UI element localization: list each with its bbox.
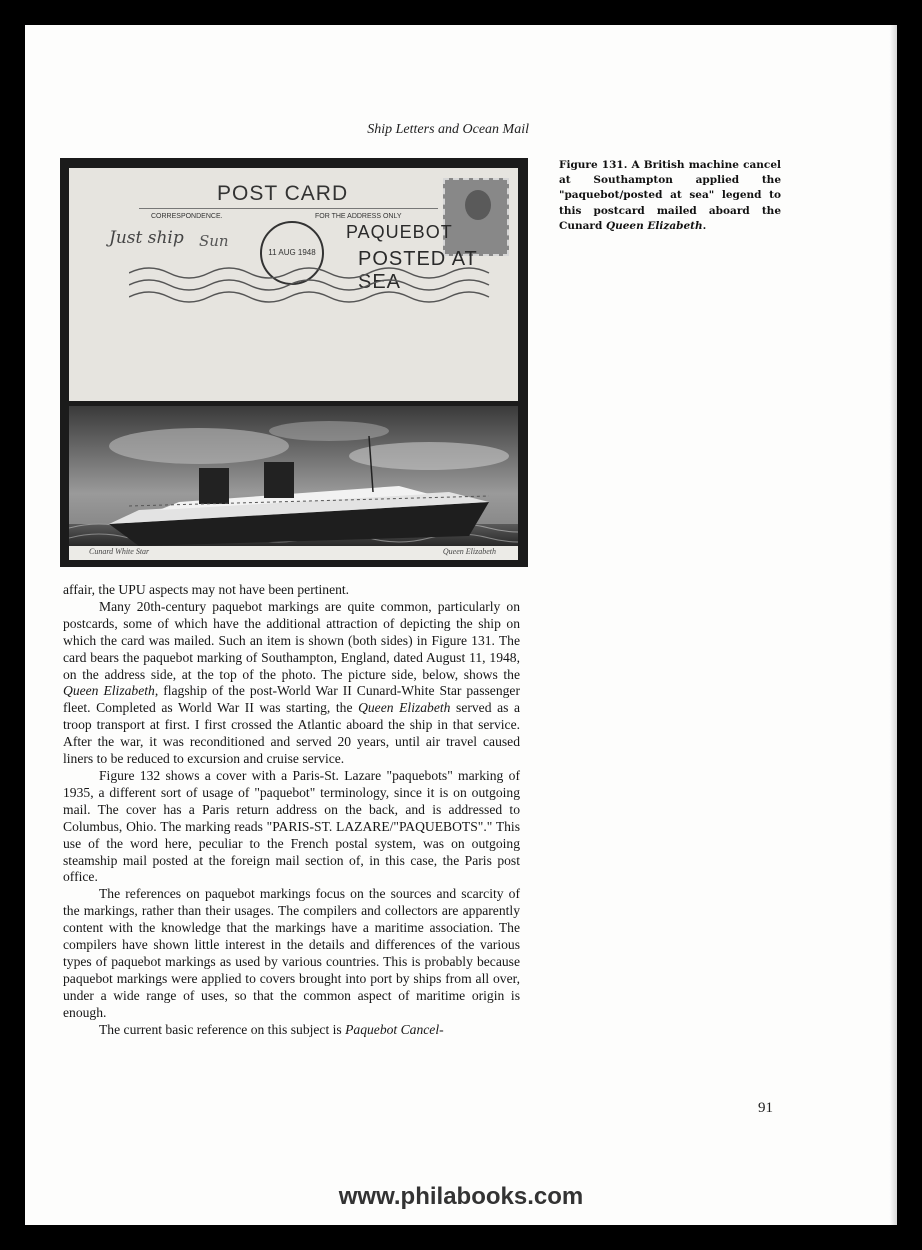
divider xyxy=(139,208,438,209)
body-text xyxy=(63,582,520,1038)
postcard-picture-side xyxy=(69,406,518,552)
text-run: served as a troop transport at first. I first crossed the Atlantic aboard the ship in that service. After the war, it was reconditioned and served 20 years, until air travel caused liners to be reduced to excursion and cruise service. xyxy=(63,700,521,767)
handwriting: Sun xyxy=(199,232,229,250)
ship-name: Queen Elizabeth xyxy=(442,547,496,556)
figure-caption xyxy=(559,158,781,234)
book-page xyxy=(25,25,897,1225)
posted-at-sea-marking: POSTED AT SEA xyxy=(358,248,478,293)
caption-text: Figure 131. A British machine cancel at Southampton applied the "paquebot/posted at sea" legend to this postcard mailed aboard the Cunard xyxy=(559,159,781,232)
caption-end: . xyxy=(702,219,707,232)
postcard-title: POST CARD xyxy=(217,182,349,205)
figure-131 xyxy=(60,158,528,567)
text-run: The current basic reference on this subject is xyxy=(99,1021,346,1037)
paragraph: Figure 132 shows a cover with a Paris-St. Lazare "paquebots" marking of 1935, a different sort of usage of "paquebot" terminology, since it is on outgoing mail. The cover has a Paris return address on the back, and is addressed to Columbus, Ohio. The marking reads "PARIS-ST. LAZARE/"PAQUEBOTS"." This use of the word here, peculiar to the French postal system, was on outgoing steamship mail posted at the foreign mail section of, in this case, the Paris post office. xyxy=(63,767,520,885)
correspondence-label: CORRESPONDENCE. xyxy=(151,213,223,220)
paragraph xyxy=(63,599,520,768)
machine-cancel-postmark: 11 AUG 1948 xyxy=(260,221,324,285)
book-title: Paquebot Cancel- xyxy=(345,1021,444,1037)
postage-stamp xyxy=(443,178,509,256)
watermark-url: www.philabooks.com xyxy=(338,1183,584,1210)
text-run: , flagship of the post-World War II Cunard-White Star passenger fleet. Completed as World War II was starting, the xyxy=(63,683,520,716)
ship-name: Queen Elizabeth xyxy=(63,683,155,699)
paragraph xyxy=(63,1022,520,1039)
page-number: 91 xyxy=(758,1100,773,1116)
paragraph: affair, the UPU aspects may not have been pertinent. xyxy=(63,582,350,597)
paquebot-marking: PAQUEBOT xyxy=(346,222,453,242)
line-name: Cunard White Star xyxy=(89,547,150,556)
address-label: FOR THE ADDRESS ONLY xyxy=(315,213,402,220)
picture-caption-strip xyxy=(69,546,518,560)
kings-head-icon xyxy=(465,190,491,220)
ship-name: Queen Elizabeth xyxy=(358,700,451,716)
paragraph: The references on paquebot markings focus on the sources and scarcity of the markings, rather than their usages. The compilers and collectors are apparently content with the knowledge that the markings have a maritime association. The compilers have shown little interest in the details and differences of the various types of paquebot markings as used by various countries. This is probably because paquebot markings were applied to covers brought into port by ships from all over, under a wide range of uses, so that the common aspect of maritime origin is enough. xyxy=(63,886,520,1020)
caption-ship-name: Queen Elizabeth xyxy=(605,219,703,232)
wavy-cancel-lines xyxy=(129,263,518,323)
text-run: Many 20th-century paquebot markings are quite common, particularly on postcards, some of which have the additional attraction of depicting the ship on which the card was mailed. Such an item is shown (both sides) in Figure 131. The card bears the paquebot marking of Southampton, England, dated August 11, 1948, on the address side, at the top of the photo. The picture side, below, shows the xyxy=(63,598,520,682)
handwriting: Just ship xyxy=(109,228,184,248)
ship-illustration xyxy=(69,406,518,552)
postcard-address-side xyxy=(69,168,518,401)
running-head: Ship Letters and Ocean Mail xyxy=(367,122,529,137)
